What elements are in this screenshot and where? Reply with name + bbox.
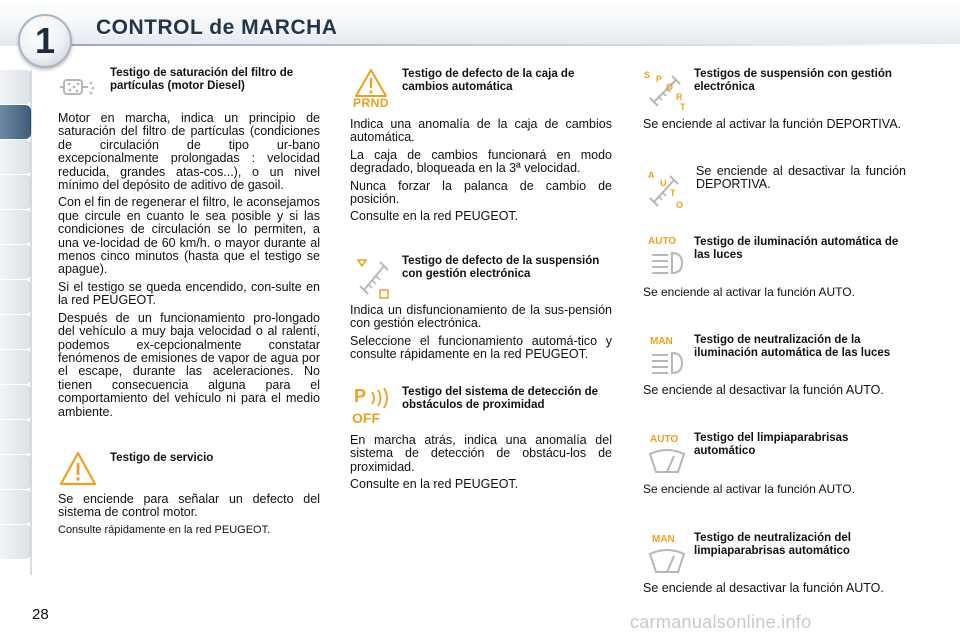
service-paragraph: Se enciende para señalar un defecto del sistema de control motor. (58, 492, 320, 520)
warning-triangle-icon (350, 68, 392, 98)
dpf-text (58, 112, 320, 423)
suspension-fault-icon (354, 256, 394, 300)
gearbox-title: Testigo de defecto de la caja de cambios automática (402, 68, 575, 93)
parking-paragraph: En marcha atrás, indica una anomalía del sistema de detección de obstácu-los de proximidad. (350, 433, 612, 474)
man-wipers-icon (646, 534, 688, 574)
headlamp-icon (650, 350, 684, 376)
auto-lights-icon-label: AUTO (648, 236, 677, 247)
chapter-tab-active[interactable] (0, 105, 31, 139)
auto-lights-title: Testigo de iluminación automática de las luces (694, 236, 899, 261)
watermark: carmanualsonline.info (630, 612, 812, 632)
chapter-tab[interactable] (0, 455, 31, 489)
auto-lights-text (643, 286, 911, 303)
man-wipers-paragraph: Se enciende al desactivar la función AUTO. (643, 581, 884, 595)
chapter-tabs (0, 70, 40, 560)
svg-text:O: O (666, 82, 674, 92)
particle-filter-icon (58, 72, 96, 102)
dpf-paragraph: Después de un funcionamiento pro-longado del vehículo a muy baja velocidad o al ralentí, podemos ex-cepcionalmente constatar fenómenos de emisiones de vapor de agua por el escape, durante las aceleraciones. No tienen consecuencia alguna para el comportamiento del vehículo ni para el medio ambiente. (58, 310, 320, 419)
suspension-sport-text (643, 118, 905, 135)
chapter-tab[interactable] (0, 490, 31, 524)
man-lights-text (643, 384, 905, 401)
signal-waves-icon (368, 388, 392, 408)
suspension-sport-paragraph: Se enciende al activar la función DEPORTIVA. (643, 117, 902, 131)
chapter-tab[interactable] (0, 420, 31, 454)
auto-wipers-paragraph: Se enciende al activar la función AUTO. (643, 482, 855, 496)
svg-text:T: T (670, 188, 676, 198)
chapter-tab[interactable] (0, 315, 31, 349)
svg-text:T: T (680, 102, 686, 112)
svg-text:O: O (676, 200, 684, 210)
man-lights-paragraph: Se enciende al desactivar la función AUTO. (643, 383, 884, 397)
man-wipers-text (643, 582, 905, 599)
parking-icon-off: OFF (352, 410, 380, 426)
windscreen-wiper-icon (648, 448, 686, 474)
chapter-tab[interactable] (0, 525, 31, 559)
windscreen-wiper-icon (648, 548, 686, 574)
man-wipers-icon-label: MAN (652, 534, 675, 545)
suspension-fault-paragraph: Indica un disfuncionamiento de la sus-pensión con gestión electrónica. (350, 303, 612, 331)
gearbox-paragraph: Nunca forzar la palanca de cambio de posición. (350, 178, 612, 207)
chapter-tab[interactable] (0, 210, 31, 244)
chapter-tab[interactable] (0, 140, 31, 174)
chapter-badge: 1 (18, 14, 72, 68)
svg-text:S: S (644, 70, 651, 80)
auto-lights-icon (646, 236, 686, 276)
man-lights-icon-label: MAN (650, 336, 673, 347)
parking-paragraph: Consulte en la red PEUGEOT. (350, 477, 519, 492)
chapter-tab[interactable] (0, 70, 31, 104)
dpf-title: Testigo de saturación del filtro de partículas (motor Diesel) (110, 67, 294, 92)
suspension-auto-text (696, 165, 906, 196)
service-text (58, 493, 320, 541)
suspension-sport-icon (642, 68, 688, 112)
dpf-paragraph: Motor en marcha, indica un principio de saturación del filtro de partículas (condiciones de circulación de tipo ur-bano excepcionalmente prolongadas : velocidad reducida, grandes atas-cos...), o un nivel mínimo del depósito de aditivo de gasoil. (58, 111, 320, 193)
gearbox-paragraph: Indica una anomalía de la caja de cambios automática. (350, 117, 612, 145)
suspension-fault-text (350, 304, 612, 366)
parking-title: Testigo del sistema de detección de obstáculos de proximidad (402, 386, 598, 411)
suspension-fault-paragraph: Seleccione el funcionamiento automá-tico y consulte rápidamente en la red PEUGEOT. (350, 333, 612, 362)
page-number: 28 (32, 606, 49, 623)
chapter-tab[interactable] (0, 245, 31, 279)
gearbox-paragraph: La caja de cambios funcionará en modo degradado, bloqueada en la 3ª velocidad. (350, 147, 612, 176)
svg-text:R: R (676, 92, 683, 102)
auto-wipers-title: Testigo del limpiaparabrisas automático (694, 432, 849, 457)
man-wipers-title: Testigo de neutralización del limpiaparabrisas automático (694, 532, 851, 557)
auto-lights-paragraph: Se enciende al activar la función AUTO. (643, 285, 855, 299)
gearbox-text (350, 118, 612, 228)
gearbox-fault-icon (350, 68, 392, 114)
headlamp-icon (650, 250, 684, 276)
gearbox-paragraph: Consulte en la red PEUGEOT. (350, 209, 519, 224)
suspension-fault-title: Testigo de defecto de la suspensión con gestión electrónica (402, 255, 600, 280)
auto-wipers-icon (646, 434, 688, 474)
parking-text (350, 434, 612, 496)
chapter-tab[interactable] (0, 175, 31, 209)
parking-icon-p: P (354, 386, 367, 406)
dpf-paragraph: Si el testigo se queda encendido, con-sulte en la red PEUGEOT. (58, 279, 320, 308)
man-lights-icon (646, 336, 686, 376)
parking-sensor-off-icon (352, 386, 396, 430)
chapter-tab[interactable] (0, 350, 31, 384)
man-lights-title: Testigo de neutralización de la iluminación automática de las luces (694, 334, 891, 359)
header-divider (60, 44, 960, 46)
suspension-auto-icon (646, 168, 686, 210)
svg-text:A: A (648, 170, 655, 180)
service-note: Consulte rápidamente en la red PEUGEOT. (58, 523, 271, 536)
page-title: CONTROL de MARCHA (96, 16, 338, 39)
auto-wipers-icon-label: AUTO (650, 434, 679, 445)
auto-wipers-text (643, 483, 911, 500)
svg-text:U: U (660, 178, 667, 188)
suspension-auto-paragraph: Se enciende al desactivar la función DEPORTIVA. (696, 164, 906, 192)
suspension-title: Testigos de suspensión con gestión electrónica (694, 68, 892, 93)
svg-text:P: P (656, 74, 663, 84)
gearbox-icon-label: PRND (352, 96, 389, 110)
warning-triangle-icon (58, 450, 98, 488)
chapter-tab[interactable] (0, 385, 31, 419)
chapter-tab[interactable] (0, 280, 31, 314)
service-title: Testigo de servicio (110, 452, 214, 464)
dpf-paragraph: Con el fin de regenerar el filtro, le aconsejamos que circule en cuanto le sea posible y si las condiciones de circulación se lo permiten, a una ve-locidad de 60 km/h. o mayor durante al menos cinco minutos (hasta que el testigo se apague). (58, 195, 320, 277)
